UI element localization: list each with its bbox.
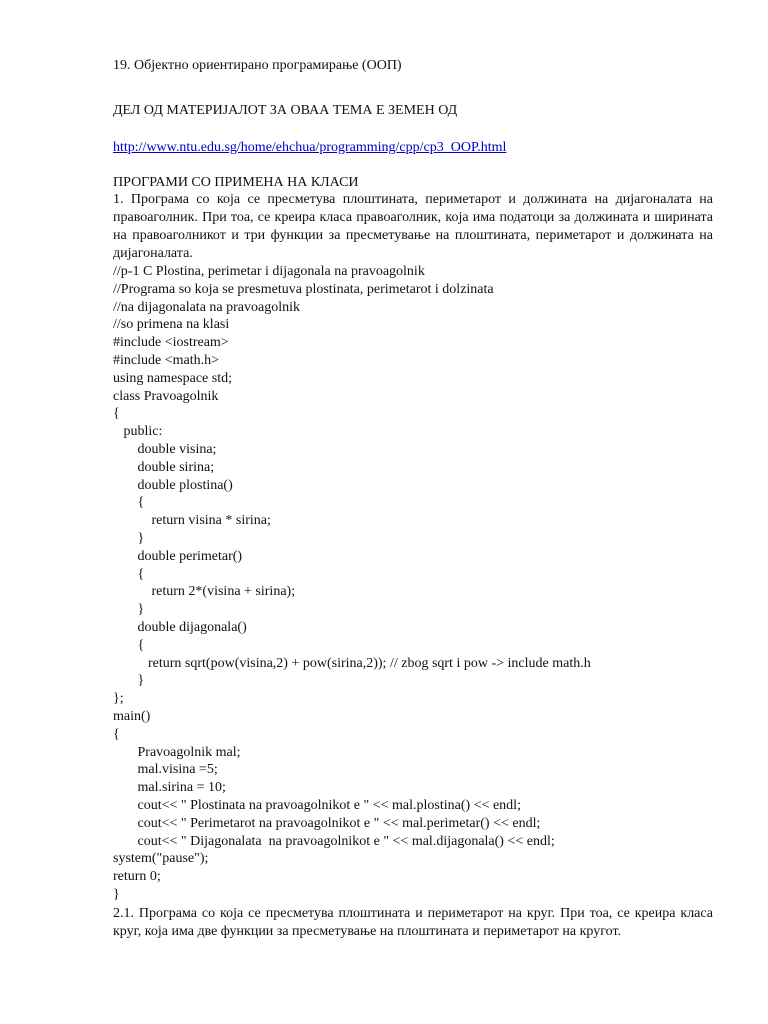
- code-line: }: [113, 531, 145, 546]
- code-line: #include <iostream>: [113, 335, 229, 351]
- code-line: cout<< " Dijagonalata na pravoagolnikot e " << mal.dijagonala() << endl;: [113, 833, 555, 849]
- code-line: return 2*(visina + sirina);: [113, 584, 296, 600]
- code-line: //na dijagonalata na pravoagolnik: [113, 299, 300, 315]
- code-line: mal.visina =5;: [113, 762, 218, 778]
- code-line: main(): [113, 709, 151, 724]
- code-line: mal.sirina = 10;: [113, 780, 226, 796]
- code-line: double visina;: [113, 442, 217, 457]
- programs-heading: ПРОГРАМИ СО ПРИМЕНА НА КЛАСИ: [113, 175, 359, 190]
- code-line: #include <math.h>: [113, 353, 219, 368]
- code-line: system("pause");: [113, 851, 209, 867]
- task-2-description: 2.1. Програма со која се пресметува плоштината и периметарот на круг. При тоа, се креира класа круг, која има две функции за пресметување на плоштината и периметарот на кругот.: [113, 906, 713, 939]
- code-line: public:: [113, 424, 163, 440]
- code-line: double perimetar(): [113, 548, 243, 564]
- code-line: {: [113, 637, 145, 653]
- code-line: return visina * sirina;: [113, 513, 271, 529]
- code-line: return 0;: [113, 869, 161, 885]
- code-line: //so primena na klasi: [113, 317, 230, 333]
- code-line: }: [113, 673, 145, 689]
- code-line: }: [113, 602, 145, 618]
- code-line: {: [113, 495, 145, 511]
- code-line: {: [113, 406, 120, 422]
- code-line: {: [113, 566, 145, 582]
- code-line: double dijagonala(): [113, 620, 247, 635]
- code-line: return sqrt(pow(visina,2) + pow(sirina,2)); // zbog sqrt i pow -> include math.h: [113, 655, 591, 671]
- source-link[interactable]: http://www.ntu.edu.sg/home/ehchua/programming/cpp/cp3_OOP.html: [113, 140, 507, 155]
- code-line: //Programa so koja se presmetuva plostinata, perimetarot i dolzinata: [113, 281, 494, 297]
- code-line: {: [113, 726, 120, 742]
- code-line: cout<< " Perimetarot na pravoagolnikot e " << mal.perimetar() << endl;: [113, 815, 541, 831]
- code-line: cout<< " Plostinata na pravoagolnikot e " << mal.plostina() << endl;: [113, 798, 521, 813]
- section-title: 19. Објектно ориентирано програмирање (ООП): [113, 58, 402, 73]
- code-line: class Pravoagolnik: [113, 388, 219, 404]
- source-heading: ДЕЛ ОД МАТЕРИЈАЛОТ ЗА ОВАА ТЕМА Е ЗЕМЕН ОД: [113, 103, 458, 118]
- code-line: //p-1 C Plostina, perimetar i dijagonala na pravoagolnik: [113, 264, 425, 279]
- code-line: double plostina(): [113, 477, 233, 493]
- code-line: using namespace std;: [113, 370, 232, 386]
- task-1-description: 1. Програма со која се пресметува плоштината, периметарот и должината на дијагоналата на правоаголник. При тоа, се креира класа правоаголник, која има податоци за должината и ширината на правоаголникот и три функции за пресметување на плоштината, периметарот и должината на дијагоналата.: [113, 192, 713, 261]
- code-line: };: [113, 691, 124, 707]
- code-line: double sirina;: [113, 459, 215, 475]
- code-line: }: [113, 887, 120, 902]
- code-line: Pravoagolnik mal;: [113, 744, 241, 760]
